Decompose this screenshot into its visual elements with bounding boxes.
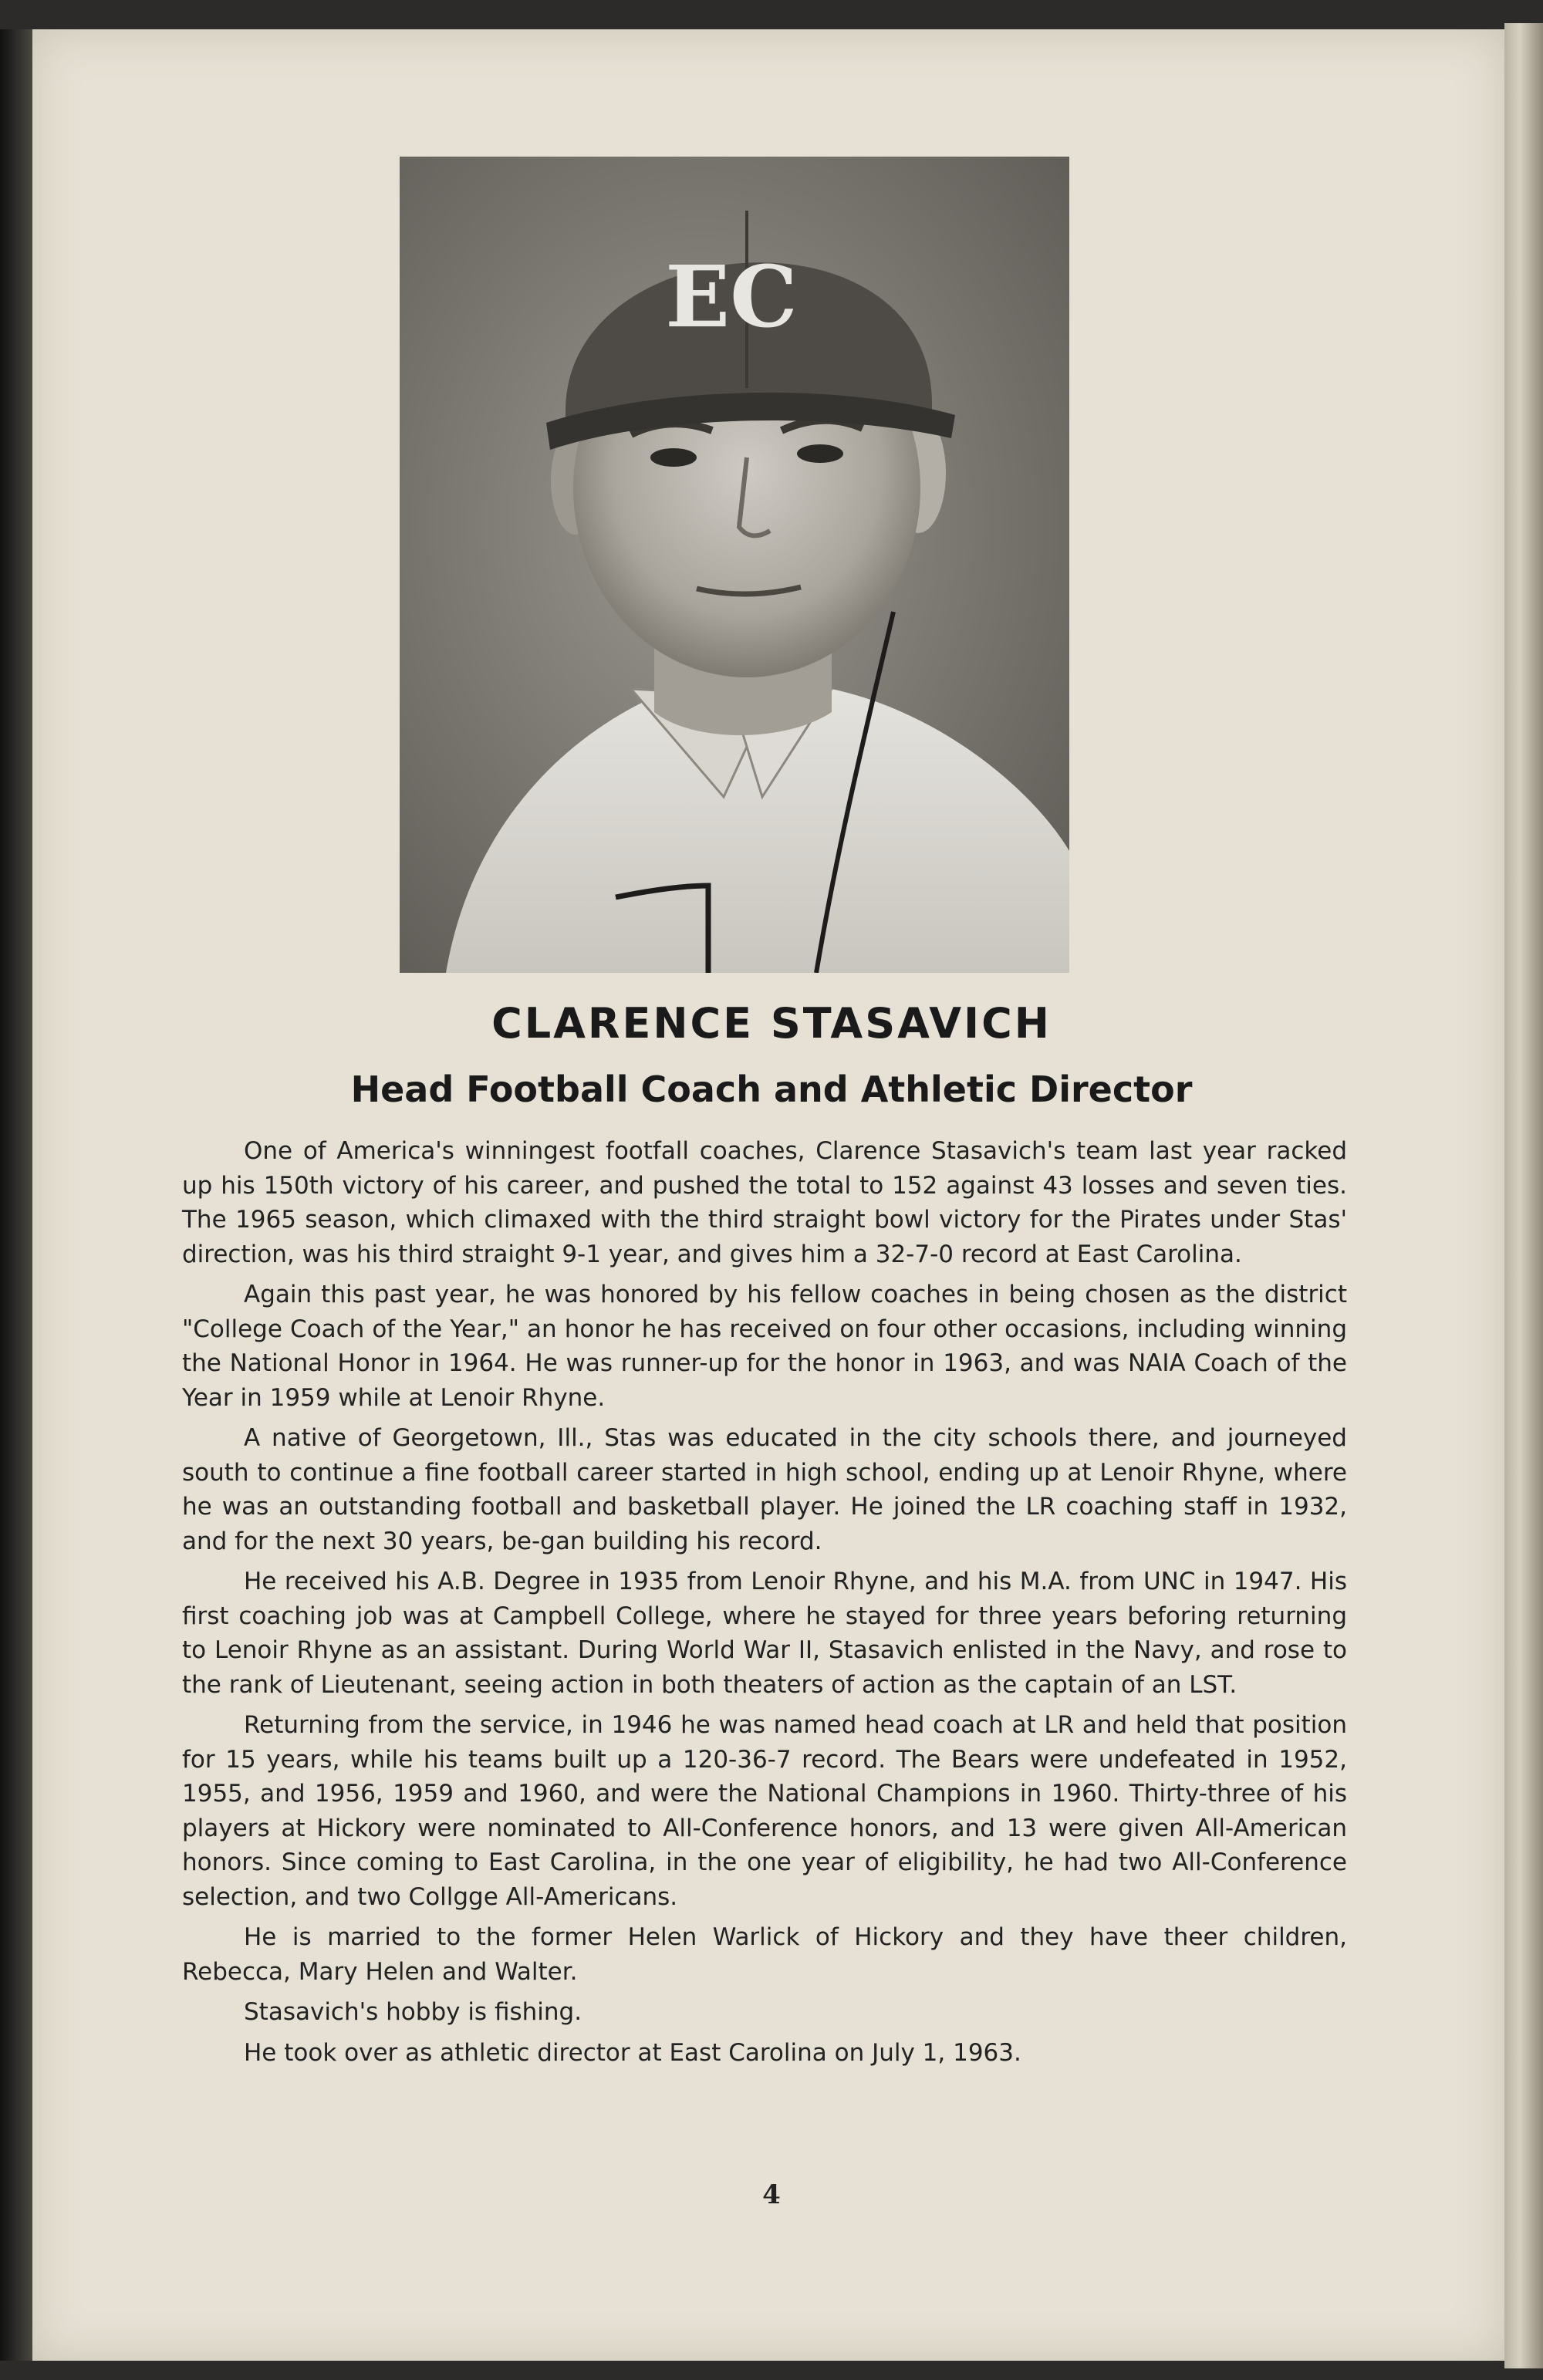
- bio-paragraph-4: He received his A.B. Degree in 1935 from Lenoir Rhyne, and his M.A. from UNC in 1947. His first coaching job was at Campbell College, where he stayed for three years beforing returning to Lenoir Rhyne as an assistant. During World War II, Stasavich enlisted in the Navy, and rose to the rank of Lieutenant, seeing action in both theaters of action as the captain of an LST.: [182, 1568, 1347, 1699]
- coach-title-subheading: Head Football Coach and Athletic Director: [350, 1068, 1193, 1110]
- bio-paragraph-7: Stasavich's hobby is fishing.: [244, 1998, 582, 2026]
- bio-paragraph-2: Again this past year, he was honored by his fellow coaches in being chosen as the district "College Coach of the Year," an honor he has received on four other occasions, including winning the National Honor in 1964. He was runner-up for the honor in 1963, and was NAIA Coach of the Year in 1959 while at Lenoir Rhyne.: [182, 1281, 1347, 1412]
- bio-paragraph-5: Returning from the service, in 1946 he was named head coach at LR and held that position for 15 years, while his teams built up a 120-36-7 record. The Bears were undefeated in 1952, 1955, and 1956, 1959 and 1960, and were the National Champions in 1960. Thirty-three of his players at Hickory were nominated to All-Conference honors, and 13 were given All-American honors. Since coming to East Carolina, in the one year of eligibility, he had two All-Conference selection, and two Collgge All-Americans.: [182, 1711, 1347, 1911]
- binding-shadow: [0, 29, 32, 2361]
- bio-paragraph-1: One of America's winningest footfall coaches, Clarence Stasavich's team last year racked up his 150th victory of his career, and pushed the total to 152 against 43 losses and seven ties. The 1965 season, which climaxed with the third straight bowl victory for the Pirates under Stas' direction, was his third straight 9-1 year, and gives him a 32-7-0 record at East Carolina.: [182, 1137, 1347, 1268]
- coach-name-heading: CLARENCE STASAVICH: [491, 999, 1052, 1048]
- cap-logo-text: EC: [665, 247, 798, 346]
- coach-portrait-photo: [400, 157, 1069, 973]
- portrait-illustration: [400, 157, 1069, 973]
- facing-page-edge: [1504, 23, 1543, 2368]
- bio-paragraph-3: A native of Georgetown, Ill., Stas was educated in the city schools there, and journeyed south to continue a fine football career started in high school, ending up at Lenoir Rhyne, where he was an outstanding football and basketball player. He joined the LR coaching staff in 1932, and for the next 30 years, be-gan building his record.: [182, 1424, 1347, 1555]
- bio-paragraph-8: He took over as athletic director at East Carolina on July 1, 1963.: [244, 2038, 1021, 2067]
- page-number: 4: [762, 2179, 781, 2210]
- bio-paragraph-6: He is married to the former Helen Warlick of Hickory and they have theer children, Rebecca, Mary Helen and Walter.: [182, 1923, 1347, 1986]
- biography-text: [182, 1134, 1347, 2076]
